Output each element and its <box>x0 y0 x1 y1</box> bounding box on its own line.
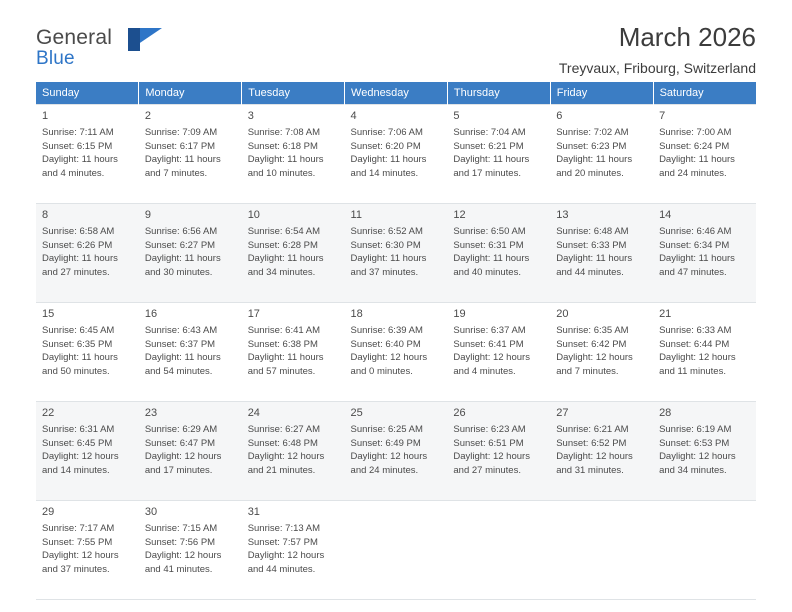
day-daylight1-text: Daylight: 11 hours <box>42 253 118 264</box>
day-daylight1-text: Daylight: 12 hours <box>247 451 325 462</box>
weekday-header-wednesday: Wednesday <box>345 82 448 105</box>
day-sunrise-text: Sunrise: 7:06 AM <box>350 127 423 138</box>
day-sunrise-text: Sunrise: 7:08 AM <box>247 127 321 138</box>
calendar-day-cell <box>36 501 139 600</box>
calendar-day-cell <box>242 204 345 303</box>
day-daylight2-text: and 17 minutes. <box>453 167 521 179</box>
day-info <box>556 225 647 279</box>
calendar-header-row <box>36 82 756 105</box>
day-info <box>351 324 442 378</box>
day-sunrise-text: Sunrise: 6:19 AM <box>659 424 732 435</box>
day-daylight1-text: Daylight: 12 hours <box>556 352 633 363</box>
day-sunset-text: Sunset: 6:33 PM <box>556 239 627 251</box>
day-info <box>145 126 236 180</box>
day-daylight2-text: and 44 minutes. <box>247 563 316 575</box>
day-daylight1-text: Daylight: 11 hours <box>350 154 427 165</box>
day-sunset-text: Sunset: 6:53 PM <box>659 437 730 449</box>
day-daylight1-text: Daylight: 11 hours <box>144 253 221 264</box>
day-info <box>659 225 750 279</box>
calendar-day-cell <box>447 303 550 402</box>
day-daylight1-text: Daylight: 11 hours <box>42 154 118 165</box>
day-info <box>453 423 544 477</box>
day-sunrise-text: Sunrise: 6:31 AM <box>42 424 115 435</box>
day-number: 24 <box>247 407 260 419</box>
day-daylight2-text: and 31 minutes. <box>556 464 624 476</box>
day-sunset-text: Sunset: 6:48 PM <box>247 437 318 449</box>
day-sunrise-text: Sunrise: 7:09 AM <box>144 127 218 138</box>
day-info <box>556 324 647 378</box>
day-info <box>248 423 339 477</box>
day-daylight1-text: Daylight: 11 hours <box>556 154 633 165</box>
calendar-day-cell <box>139 204 242 303</box>
day-daylight2-text: and 14 minutes. <box>42 464 110 476</box>
day-info <box>248 225 339 279</box>
day-daylight1-text: Daylight: 12 hours <box>556 451 633 462</box>
day-daylight1-text: Daylight: 12 hours <box>453 451 530 462</box>
day-number: 25 <box>350 407 363 419</box>
day-number: 29 <box>42 506 55 518</box>
calendar-day-cell <box>242 501 345 600</box>
day-daylight2-text: and 21 minutes. <box>247 464 316 476</box>
day-number: 17 <box>247 308 260 320</box>
day-daylight1-text: Daylight: 11 hours <box>42 352 118 363</box>
day-sunrise-text: Sunrise: 6:23 AM <box>453 424 526 435</box>
logo <box>36 26 236 74</box>
day-daylight2-text: and 11 minutes. <box>659 365 726 377</box>
day-info <box>145 225 236 279</box>
day-number: 2 <box>144 110 151 122</box>
calendar-cell-empty <box>653 501 756 600</box>
day-info <box>659 126 750 180</box>
day-daylight1-text: Daylight: 11 hours <box>453 253 530 264</box>
day-daylight1-text: Daylight: 12 hours <box>144 550 222 561</box>
day-number: 8 <box>42 209 49 221</box>
calendar-day-cell <box>345 204 448 303</box>
day-sunrise-text: Sunrise: 7:13 AM <box>247 523 321 534</box>
calendar-cell-empty <box>345 501 448 600</box>
weekday-header-sunday: Sunday <box>36 82 139 105</box>
day-sunrise-text: Sunrise: 6:52 AM <box>350 226 423 237</box>
day-sunset-text: Sunset: 6:44 PM <box>659 338 730 350</box>
day-number: 22 <box>42 407 55 419</box>
day-daylight2-text: and 4 minutes. <box>453 365 516 377</box>
calendar-day-cell <box>550 303 653 402</box>
day-sunrise-text: Sunrise: 6:48 AM <box>556 226 629 237</box>
day-sunrise-text: Sunrise: 7:00 AM <box>659 127 732 138</box>
day-number: 7 <box>659 110 666 122</box>
day-info <box>351 126 442 180</box>
day-daylight1-text: Daylight: 12 hours <box>42 451 119 462</box>
day-daylight2-text: and 7 minutes. <box>144 167 208 179</box>
day-sunrise-text: Sunrise: 7:11 AM <box>42 127 114 138</box>
day-daylight2-text: and 27 minutes. <box>42 266 110 278</box>
calendar-day-cell <box>345 303 448 402</box>
day-number: 30 <box>144 506 158 518</box>
day-daylight1-text: Daylight: 12 hours <box>350 451 428 462</box>
day-sunset-text: Sunset: 6:21 PM <box>453 140 524 152</box>
calendar-day-cell <box>550 105 653 204</box>
day-daylight2-text: and 40 minutes. <box>453 266 521 278</box>
day-info <box>42 423 133 477</box>
day-daylight1-text: Daylight: 12 hours <box>659 352 736 363</box>
calendar-week-row <box>36 501 756 600</box>
day-daylight2-text: and 54 minutes. <box>144 365 213 377</box>
day-sunset-text: Sunset: 7:55 PM <box>42 536 113 548</box>
day-sunset-text: Sunset: 6:27 PM <box>144 239 216 251</box>
day-info <box>659 423 750 477</box>
day-number: 12 <box>453 209 466 221</box>
day-daylight2-text: and 37 minutes. <box>42 563 110 575</box>
calendar-day-cell <box>242 105 345 204</box>
logo-text-blue: Blue <box>36 48 75 69</box>
day-daylight2-text: and 37 minutes. <box>350 266 419 278</box>
calendar-day-cell <box>345 105 448 204</box>
day-daylight1-text: Daylight: 12 hours <box>350 352 428 363</box>
day-sunset-text: Sunset: 6:31 PM <box>453 239 524 251</box>
day-sunrise-text: Sunrise: 7:17 AM <box>42 523 115 534</box>
day-number: 28 <box>659 407 672 419</box>
calendar-day-cell <box>653 105 756 204</box>
location-subtitle: Treyvaux, Fribourg, Switzerland <box>558 60 756 76</box>
day-info <box>248 324 339 378</box>
day-sunset-text: Sunset: 6:17 PM <box>144 140 216 152</box>
day-sunrise-text: Sunrise: 6:39 AM <box>350 325 423 336</box>
weekday-header-thursday: Thursday <box>447 82 550 105</box>
day-number: 10 <box>247 209 260 221</box>
day-daylight2-text: and 34 minutes. <box>659 464 727 476</box>
day-sunset-text: Sunset: 6:49 PM <box>350 437 421 449</box>
day-sunrise-text: Sunrise: 6:37 AM <box>453 325 526 336</box>
day-sunset-text: Sunset: 7:57 PM <box>247 536 318 548</box>
calendar-day-cell <box>447 402 550 501</box>
day-sunset-text: Sunset: 7:56 PM <box>144 536 216 548</box>
day-sunrise-text: Sunrise: 6:45 AM <box>42 325 115 336</box>
day-info <box>248 522 339 576</box>
day-number: 19 <box>453 308 466 320</box>
day-info <box>453 324 544 378</box>
calendar-day-cell <box>36 402 139 501</box>
calendar-day-cell <box>36 105 139 204</box>
calendar-day-cell <box>345 402 448 501</box>
calendar-day-cell <box>242 402 345 501</box>
day-daylight1-text: Daylight: 11 hours <box>247 352 324 363</box>
calendar-cell-empty <box>447 501 550 600</box>
day-number: 5 <box>453 110 460 122</box>
calendar-week-row <box>36 303 756 402</box>
day-daylight2-text: and 47 minutes. <box>659 266 727 278</box>
day-sunset-text: Sunset: 6:51 PM <box>453 437 524 449</box>
day-daylight2-text: and 4 minutes. <box>42 167 105 179</box>
day-number: 23 <box>144 407 158 419</box>
day-daylight1-text: Daylight: 11 hours <box>659 253 735 264</box>
calendar-week-row <box>36 105 756 204</box>
day-daylight2-text: and 41 minutes. <box>144 563 213 575</box>
day-number: 31 <box>247 506 260 518</box>
day-daylight1-text: Daylight: 12 hours <box>659 451 736 462</box>
day-sunrise-text: Sunrise: 7:04 AM <box>453 127 526 138</box>
day-sunrise-text: Sunrise: 6:27 AM <box>247 424 321 435</box>
calendar-day-cell <box>447 105 550 204</box>
day-info <box>145 324 236 378</box>
day-daylight2-text: and 44 minutes. <box>556 266 624 278</box>
day-number: 16 <box>144 308 158 320</box>
day-daylight2-text: and 30 minutes. <box>144 266 213 278</box>
day-daylight2-text: and 24 minutes. <box>350 464 419 476</box>
weekday-header-tuesday: Tuesday <box>242 82 345 105</box>
day-daylight2-text: and 27 minutes. <box>453 464 521 476</box>
day-sunset-text: Sunset: 6:41 PM <box>453 338 524 350</box>
day-number: 27 <box>556 407 569 419</box>
day-sunrise-text: Sunrise: 6:25 AM <box>350 424 423 435</box>
day-info <box>42 126 133 180</box>
day-sunset-text: Sunset: 6:38 PM <box>247 338 318 350</box>
logo-text-general: General <box>36 26 113 49</box>
calendar-day-cell <box>653 402 756 501</box>
day-number: 4 <box>350 110 357 122</box>
day-sunset-text: Sunset: 6:34 PM <box>659 239 730 251</box>
day-sunset-text: Sunset: 6:18 PM <box>247 140 318 152</box>
day-sunset-text: Sunset: 6:42 PM <box>556 338 627 350</box>
day-sunrise-text: Sunrise: 6:43 AM <box>144 325 218 336</box>
day-sunset-text: Sunset: 6:47 PM <box>144 437 216 449</box>
day-daylight2-text: and 24 minutes. <box>659 167 727 179</box>
day-number: 11 <box>350 209 362 221</box>
day-sunrise-text: Sunrise: 6:56 AM <box>144 226 218 237</box>
day-sunset-text: Sunset: 6:35 PM <box>42 338 113 350</box>
day-daylight1-text: Daylight: 11 hours <box>453 154 530 165</box>
day-daylight2-text: and 20 minutes. <box>556 167 624 179</box>
day-number: 6 <box>556 110 563 122</box>
calendar-day-cell <box>139 402 242 501</box>
day-sunset-text: Sunset: 6:23 PM <box>556 140 627 152</box>
day-number: 26 <box>453 407 466 419</box>
day-number: 20 <box>556 308 569 320</box>
day-daylight1-text: Daylight: 12 hours <box>247 550 325 561</box>
day-sunset-text: Sunset: 6:24 PM <box>659 140 730 152</box>
day-number: 13 <box>556 209 569 221</box>
day-daylight2-text: and 10 minutes. <box>247 167 316 179</box>
day-sunset-text: Sunset: 6:40 PM <box>350 338 421 350</box>
day-sunset-text: Sunset: 6:15 PM <box>42 140 113 152</box>
day-sunset-text: Sunset: 6:28 PM <box>247 239 318 251</box>
day-number: 18 <box>350 308 363 320</box>
day-sunset-text: Sunset: 6:30 PM <box>350 239 421 251</box>
calendar-day-cell <box>653 303 756 402</box>
day-info <box>453 126 544 180</box>
day-daylight1-text: Daylight: 11 hours <box>144 352 221 363</box>
day-sunrise-text: Sunrise: 6:46 AM <box>659 226 732 237</box>
weekday-header-monday: Monday <box>139 82 242 105</box>
day-sunset-text: Sunset: 6:26 PM <box>42 239 113 251</box>
day-daylight1-text: Daylight: 11 hours <box>350 253 427 264</box>
day-number: 1 <box>42 110 49 122</box>
day-sunrise-text: Sunrise: 6:58 AM <box>42 226 115 237</box>
day-daylight1-text: Daylight: 11 hours <box>247 253 324 264</box>
day-sunrise-text: Sunrise: 6:21 AM <box>556 424 629 435</box>
calendar-day-cell <box>447 204 550 303</box>
day-daylight1-text: Daylight: 11 hours <box>247 154 324 165</box>
title-block <box>559 22 756 76</box>
day-info <box>556 423 647 477</box>
page-header <box>36 0 756 76</box>
calendar-day-cell <box>139 105 242 204</box>
day-daylight2-text: and 0 minutes. <box>350 365 413 377</box>
day-info <box>145 522 236 576</box>
day-number: 3 <box>247 110 254 122</box>
day-sunrise-text: Sunrise: 6:54 AM <box>247 226 321 237</box>
day-sunrise-text: Sunrise: 7:15 AM <box>144 523 218 534</box>
calendar-day-cell <box>242 303 345 402</box>
day-number: 15 <box>42 308 55 320</box>
calendar-day-cell <box>550 402 653 501</box>
day-number: 21 <box>659 308 672 320</box>
day-sunrise-text: Sunrise: 7:02 AM <box>556 127 629 138</box>
calendar-day-cell <box>36 303 139 402</box>
day-sunrise-text: Sunrise: 6:29 AM <box>144 424 218 435</box>
day-daylight1-text: Daylight: 11 hours <box>144 154 221 165</box>
calendar-day-cell <box>653 204 756 303</box>
day-daylight1-text: Daylight: 12 hours <box>42 550 119 561</box>
weekday-header-friday: Friday <box>550 82 653 105</box>
day-sunset-text: Sunset: 6:20 PM <box>350 140 421 152</box>
calendar-week-row <box>36 402 756 501</box>
calendar-day-cell <box>139 303 242 402</box>
logo-bar-icon <box>128 28 140 51</box>
day-daylight2-text: and 50 minutes. <box>42 365 110 377</box>
day-number: 9 <box>144 209 151 221</box>
day-sunset-text: Sunset: 6:37 PM <box>144 338 216 350</box>
day-sunset-text: Sunset: 6:52 PM <box>556 437 627 449</box>
day-info <box>659 324 750 378</box>
calendar-table <box>36 82 756 600</box>
day-sunrise-text: Sunrise: 6:41 AM <box>247 325 321 336</box>
calendar-day-cell <box>36 204 139 303</box>
day-info <box>145 423 236 477</box>
day-daylight1-text: Daylight: 11 hours <box>556 253 633 264</box>
day-daylight1-text: Daylight: 12 hours <box>144 451 222 462</box>
day-info <box>42 324 133 378</box>
calendar-week-row <box>36 204 756 303</box>
day-daylight1-text: Daylight: 12 hours <box>453 352 530 363</box>
day-sunrise-text: Sunrise: 6:33 AM <box>659 325 732 336</box>
day-sunrise-text: Sunrise: 6:50 AM <box>453 226 526 237</box>
day-daylight2-text: and 57 minutes. <box>247 365 316 377</box>
calendar-cell-empty <box>550 501 653 600</box>
day-info <box>351 423 442 477</box>
calendar-day-cell <box>139 501 242 600</box>
day-daylight1-text: Daylight: 11 hours <box>659 154 735 165</box>
day-daylight2-text: and 17 minutes. <box>144 464 213 476</box>
page-title: March 2026 <box>618 22 756 52</box>
calendar-day-cell <box>550 204 653 303</box>
day-sunrise-text: Sunrise: 6:35 AM <box>556 325 629 336</box>
day-info <box>42 225 133 279</box>
day-number: 14 <box>659 209 672 221</box>
day-info <box>42 522 133 576</box>
day-info <box>556 126 647 180</box>
weekday-header-saturday: Saturday <box>653 82 756 105</box>
day-daylight2-text: and 14 minutes. <box>350 167 419 179</box>
day-info <box>248 126 339 180</box>
day-daylight2-text: and 7 minutes. <box>556 365 619 377</box>
day-info <box>453 225 544 279</box>
day-info <box>351 225 442 279</box>
day-daylight2-text: and 34 minutes. <box>247 266 316 278</box>
day-sunset-text: Sunset: 6:45 PM <box>42 437 113 449</box>
